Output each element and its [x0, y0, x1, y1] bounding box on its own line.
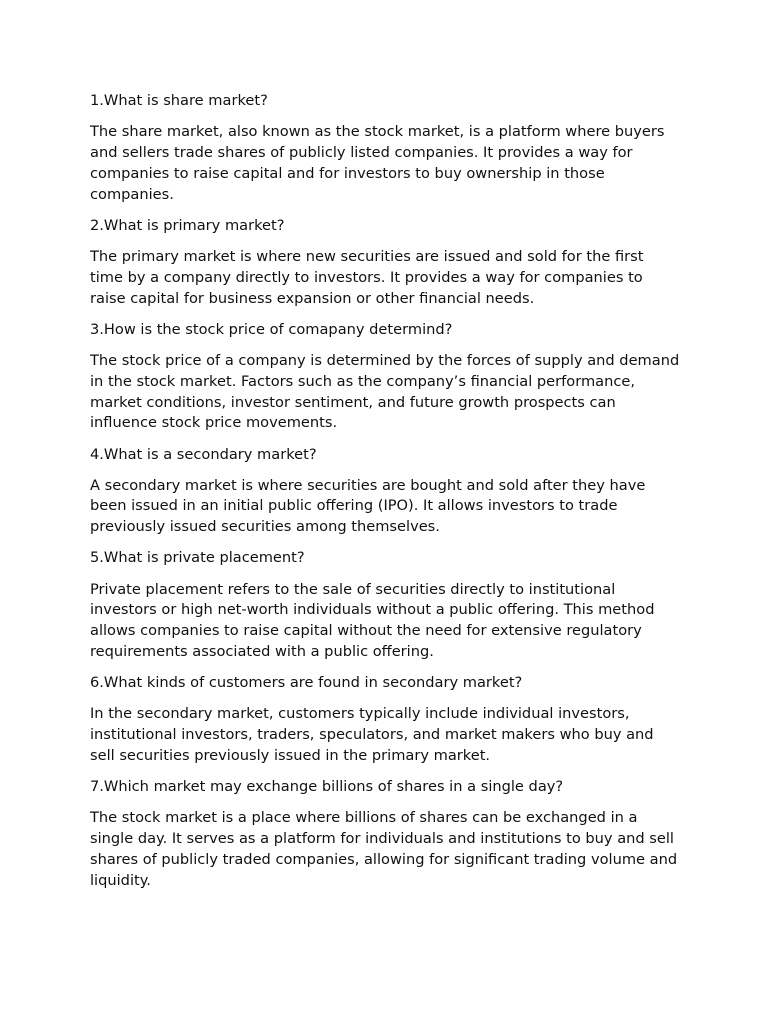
- answer-text: In the secondary market, customers typically include individual investors, institutional investors, traders, speculators, and market makers who buy and sell securities previously issued in the primary market.: [90, 705, 654, 765]
- question-text: 7.Which market may exchange billions of shares in a single day?: [90, 778, 564, 796]
- question-text: 2.What is primary market?: [90, 216, 285, 234]
- qa-item-6: [90, 673, 680, 767]
- qa-item-1: [90, 91, 680, 205]
- answer-text: The primary market is where new securities are issued and sold for the first time by a company directly to investors. It provides a way for companies to raise capital for business expansion or other financial needs.: [90, 247, 644, 307]
- question-text: 1.What is share market?: [90, 92, 268, 109]
- qa-item-7: [90, 777, 680, 891]
- question-text: 3.How is the stock price of comapany determind?: [90, 320, 453, 338]
- question-text: 6.What kinds of customers are found in secondary market?: [90, 674, 523, 692]
- answer-text: Private placement refers to the sale of securities directly to institutional investors or high net-worth individuals without a public offering. This method allows companies to raise capital without the need for extensive regulatory requirements associated with a public offering.: [90, 580, 655, 661]
- answer-text: The stock price of a company is determined by the forces of supply and demand in the stock market. Factors such as the company’s financial performance, market conditions, investor sentiment, and future growth prospects can influence stock price movements.: [90, 351, 680, 432]
- question-text: 4.What is a secondary market?: [90, 445, 317, 463]
- qa-item-2: [90, 216, 680, 310]
- answer-text: The stock market is a place where billions of shares can be exchanged in a single day. It serves as a platform for individuals and institutions to buy and sell shares of publicly traded companies, allowing for significant trading volume and liquidity.: [90, 809, 678, 889]
- qa-item-5: [90, 548, 680, 662]
- document-body: [90, 91, 680, 902]
- question-text: 5.What is private placement?: [90, 549, 305, 567]
- answer-text: A secondary market is where securities are bought and sold after they have been issued in an initial public offering (IPO). It allows investors to trade previously issued securities among themselves.: [90, 476, 646, 536]
- qa-item-3: [90, 320, 680, 434]
- qa-item-4: [90, 445, 680, 539]
- answer-text: The share market, also known as the stock market, is a platform where buyers and sellers trade shares of publicly listed companies. It provides a way for companies to raise capital and for investors to buy ownership in those companies.: [90, 123, 665, 203]
